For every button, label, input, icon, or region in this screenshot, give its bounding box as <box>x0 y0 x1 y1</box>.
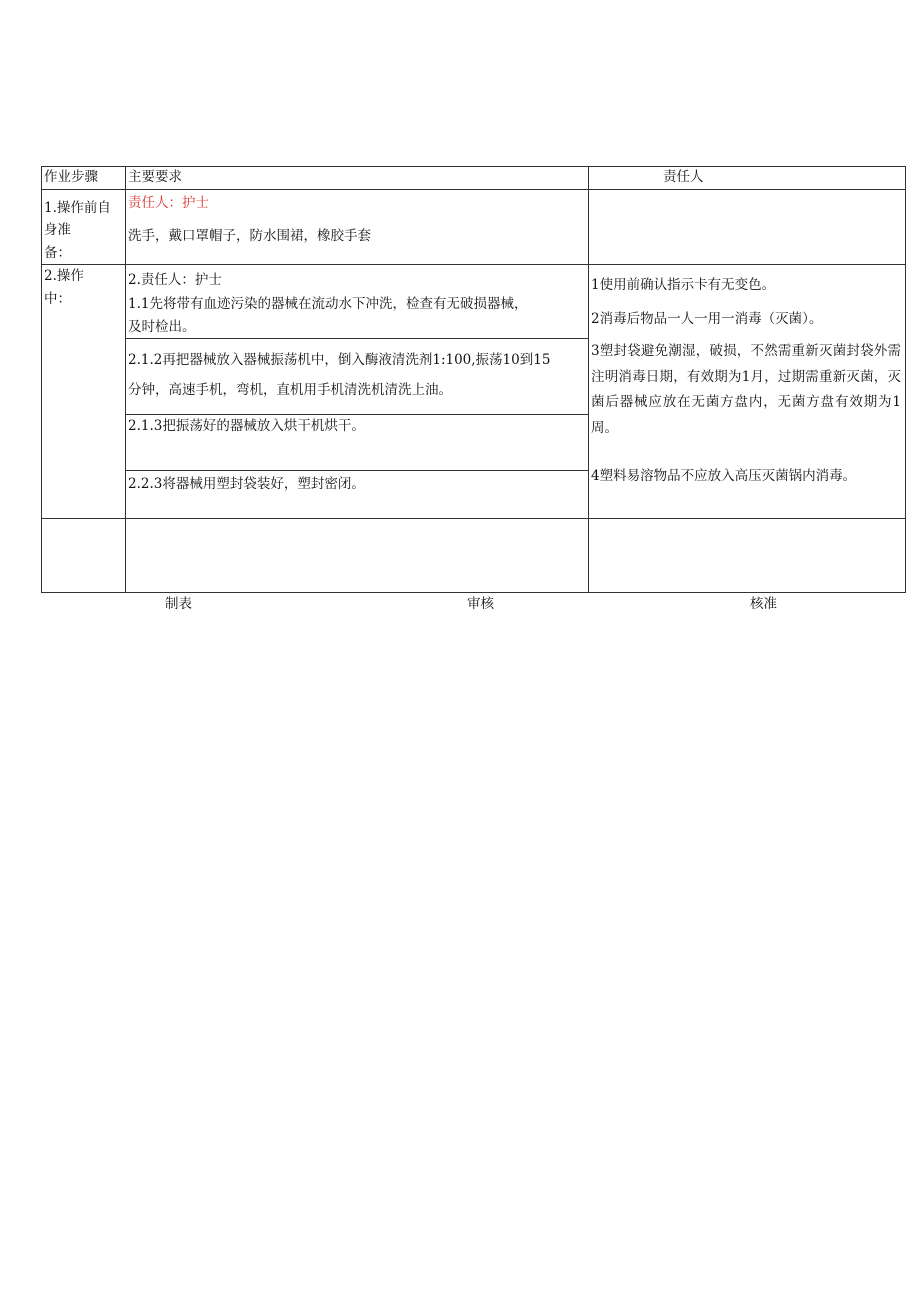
row1-step-line2: 身准 <box>44 222 71 238</box>
table-border <box>125 470 588 471</box>
table-border <box>41 518 906 519</box>
footer-maker: 制表 <box>165 596 192 612</box>
row2-sub2-line2: 分钟，高速手机，弯机，直机用手机清洗机清洗上油。 <box>128 382 452 398</box>
table-border <box>41 189 906 190</box>
row1-step-line1: 1.操作前自 <box>44 200 111 216</box>
row2-sub4: 2.2.3将器械用塑封袋装好，塑封密闭。 <box>128 476 365 492</box>
header-requirements: 主要要求 <box>128 169 182 185</box>
table-border <box>125 414 588 415</box>
table-border <box>41 166 42 593</box>
table-border <box>41 264 906 265</box>
note-3: 3塑封袋避免潮湿，破损，不然需重新灭菌封袋外需注明消毒日期，有效期为1月，过期需重新灭菌，灭菌后器械应放在无菌方盘内，无菌方盘有效期为1周。 <box>591 343 901 436</box>
note-2: 2消毒后物品一人一用一消毒（灭菌）。 <box>591 311 823 327</box>
table-border <box>588 166 589 593</box>
header-step: 作业步骤 <box>44 169 98 185</box>
header-responsible: 责任人 <box>663 169 704 185</box>
row2-sub2-line1: 2.1.2再把器械放入器械振荡机中，倒入酶液清洗剂1:100,振荡10到15 <box>128 352 551 368</box>
row1-step-line3: 备： <box>44 245 71 261</box>
table-border <box>125 166 126 593</box>
table-border <box>905 166 906 593</box>
note-1: 1使用前确认指示卡有无变色。 <box>591 277 776 293</box>
footer-reviewer: 审核 <box>467 596 494 612</box>
row1-requirement: 洗手，戴口罩帽子，防水围裙，橡胶手套 <box>128 228 371 244</box>
row2-step-line2: 中： <box>44 291 71 307</box>
row2-responsible: 2.责任人：护士 <box>128 272 222 288</box>
table-border <box>125 338 588 339</box>
note-4: 4塑料易溶物品不应放入高压灭菌锅内消毒。 <box>591 468 857 484</box>
row2-step-line1: 2.操作 <box>44 268 84 284</box>
footer-approver: 核准 <box>750 596 777 612</box>
table-border <box>41 592 906 593</box>
row2-sub1-line1: 1.1先将带有血迹污染的器械在流动水下冲洗，检查有无破损器械， <box>128 296 528 312</box>
row1-responsible: 责任人：护士 <box>128 195 209 211</box>
row2-sub3: 2.1.3把振荡好的器械放入烘干机烘干。 <box>128 418 365 434</box>
row2-sub1-line2: 及时检出。 <box>128 319 196 335</box>
